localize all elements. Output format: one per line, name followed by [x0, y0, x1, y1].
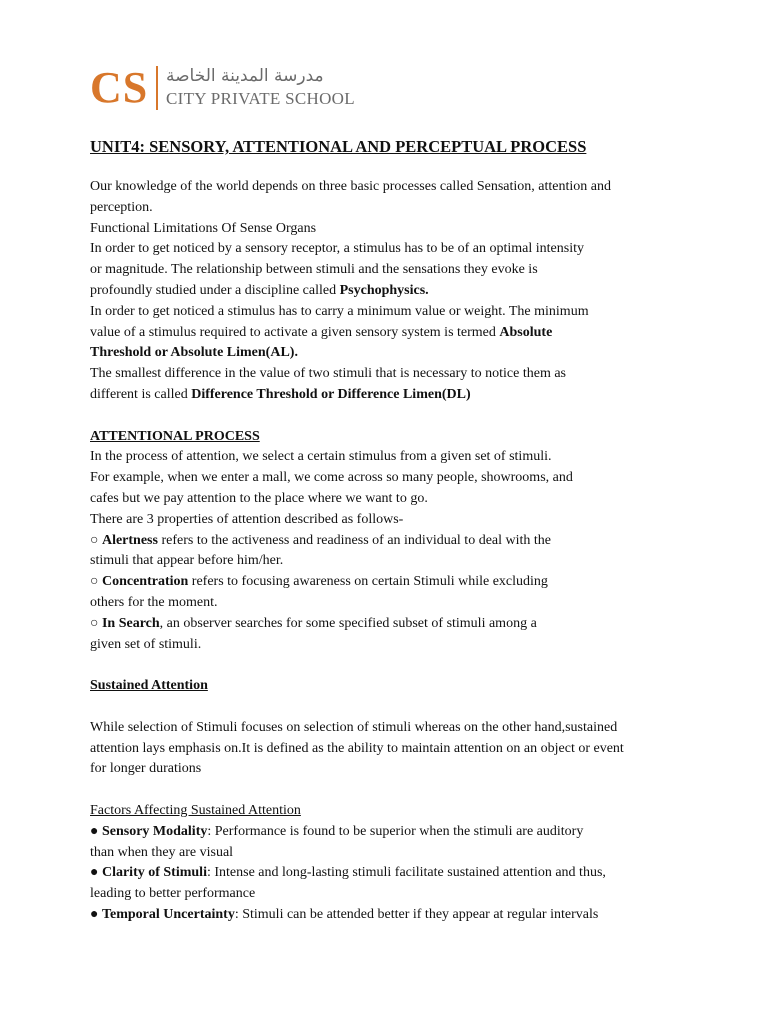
school-name-arabic: مدرسة المدينة الخاصة: [166, 66, 324, 86]
key-term: Sensory Modality: [101, 823, 208, 839]
spacer: [90, 406, 690, 427]
list-item-text: , an observer searches for some specified subset of stimuli among a: [159, 615, 537, 631]
list-item: [90, 905, 690, 926]
filled-circle-bullet-icon: ●: [90, 823, 99, 839]
list-item-text: : Performance is found to be superior when the stimuli are auditory: [207, 823, 584, 839]
paragraph-line: [90, 385, 690, 406]
school-logo: [90, 62, 390, 112]
list-item-text: refers to the activeness and readiness of an individual to deal with the: [157, 532, 552, 548]
intro-line: perception.: [90, 199, 153, 215]
paragraph-line: In order to get noticed a stimulus has to carry a minimum value or weight. The minimum: [90, 303, 589, 319]
filled-circle-bullet-icon: ●: [90, 906, 99, 922]
school-name-english: CITY PRIVATE SCHOOL: [166, 89, 355, 108]
list-item-continuation: than when they are visual: [90, 844, 234, 860]
paragraph-line: The smallest difference in the value of two stimuli that is necessary to notice them as: [90, 366, 566, 382]
page-title: UNIT4: SENSORY, ATTENTIONAL AND PERCEPTUAL PROCESS: [90, 137, 587, 156]
list-item-continuation: leading to better performance: [90, 886, 256, 902]
key-term: Alertness: [101, 532, 158, 548]
list-item: [90, 863, 690, 884]
paragraph-line: attention lays emphasis on.It is defined as the ability to maintain attention on an object or event: [90, 740, 624, 756]
key-term: Clarity of Stimuli: [101, 865, 207, 881]
list-item: [90, 572, 690, 593]
paragraph-line: [90, 323, 690, 344]
hollow-circle-bullet-icon: ○: [90, 574, 99, 590]
paragraph-line: In order to get noticed by a sensory receptor, a stimulus has to be of an optimal intensity: [90, 241, 584, 257]
paragraph-line: for longer durations: [90, 761, 202, 777]
paragraph-line: cafes but we pay attention to the place where we want to go.: [90, 490, 428, 506]
key-term: Psychophysics.: [339, 282, 429, 298]
list-item: [90, 531, 690, 552]
logo-monogram: CS: [90, 63, 149, 112]
key-term: Temporal Uncertainty: [101, 906, 235, 922]
hollow-circle-bullet-icon: ○: [90, 532, 99, 548]
key-term: Difference Threshold or Difference Limen(DL): [191, 386, 471, 402]
key-term: In Search: [101, 615, 160, 631]
list-item-continuation: stimuli that appear before him/her.: [90, 553, 284, 569]
section-subheading: Functional Limitations Of Sense Organs: [90, 220, 317, 236]
list-item-text: : Stimuli can be attended better if they appear at regular intervals: [234, 906, 599, 922]
list-item-text: refers to focusing awareness on certain Stimuli while excluding: [188, 574, 548, 590]
section-heading: ATTENTIONAL PROCESS: [90, 428, 260, 444]
key-term: Concentration: [101, 574, 189, 590]
paragraph-line: There are 3 properties of attention described as follows-: [90, 511, 404, 527]
list-item-continuation: given set of stimuli.: [90, 636, 202, 652]
filled-circle-bullet-icon: ●: [90, 865, 99, 881]
hollow-circle-bullet-icon: ○: [90, 615, 99, 631]
spacer: [90, 780, 690, 801]
logo-divider: [156, 66, 158, 110]
list-item: [90, 614, 690, 635]
spacer: [90, 697, 690, 718]
paragraph-line: While selection of Stimuli focuses on selection of stimuli whereas on the other hand,sustained: [90, 719, 618, 735]
paragraph-text: profoundly studied under a discipline called: [90, 282, 340, 298]
key-term: Threshold or Absolute Limen(AL).: [90, 345, 298, 361]
section-heading: Sustained Attention: [90, 678, 208, 694]
paragraph-line: In the process of attention, we select a certain stimulus from a given set of stimuli.: [90, 449, 552, 465]
section-subheading: Factors Affecting Sustained Attention: [90, 802, 301, 818]
intro-line: Our knowledge of the world depends on three basic processes called Sensation, attention and: [90, 179, 611, 194]
paragraph-line: [90, 281, 690, 302]
paragraph-line: or magnitude. The relationship between stimuli and the sensations they evoke is: [90, 262, 538, 278]
paragraph-line: For example, when we enter a mall, we come across so many people, showrooms, and: [90, 470, 573, 486]
list-item: [90, 822, 690, 843]
list-item-text: : Intense and long-lasting stimuli facilitate sustained attention and thus,: [206, 865, 606, 881]
list-item-continuation: others for the moment.: [90, 594, 218, 610]
paragraph-text: value of a stimulus required to activate a given sensory system is termed: [90, 324, 500, 340]
document-body: [90, 135, 690, 926]
key-term: Absolute: [499, 324, 553, 340]
paragraph-text: different is called: [90, 386, 192, 402]
spacer: [90, 655, 690, 676]
